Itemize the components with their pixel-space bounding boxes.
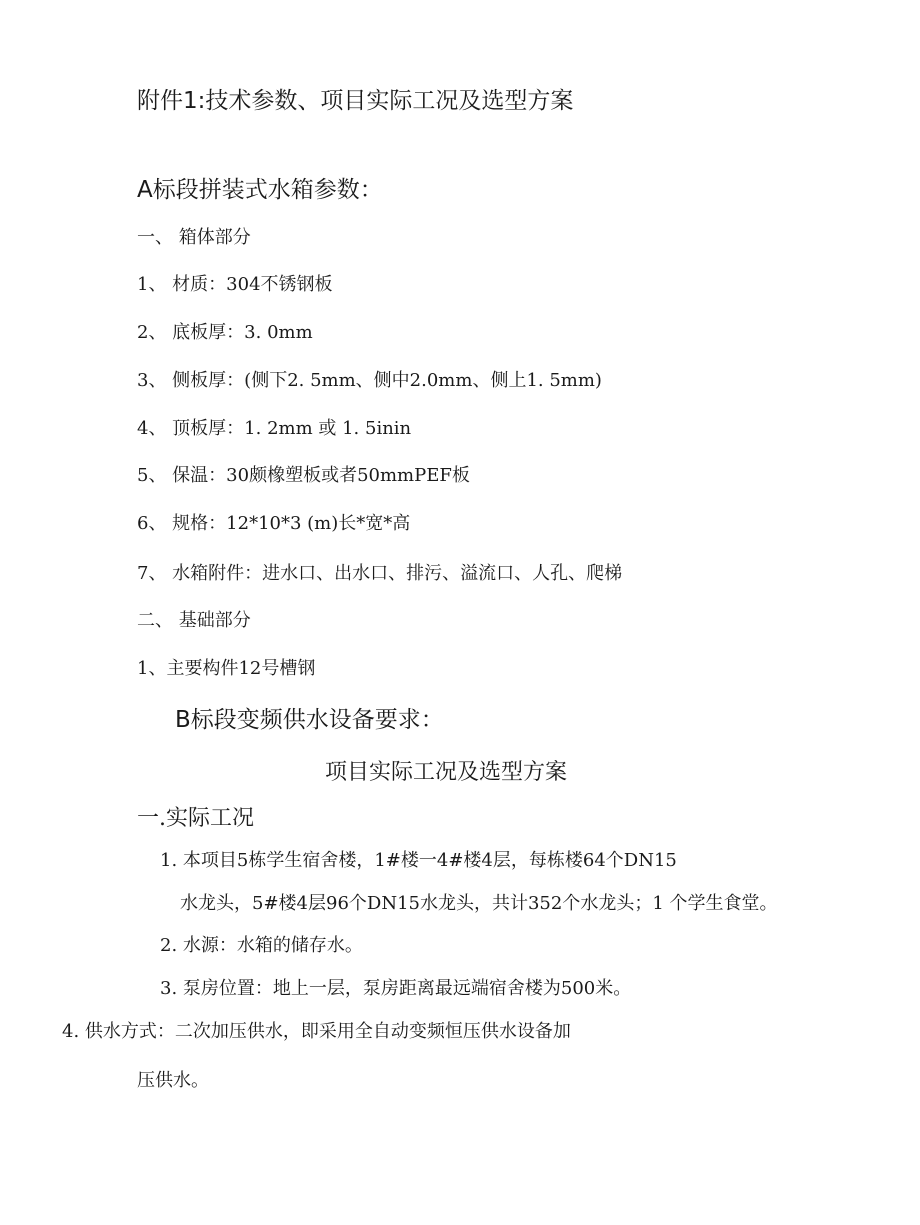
- list-item: 3、 侧板厚：(侧下2. 5mm、侧中2.0mm、侧上1. 5mm): [137, 370, 602, 391]
- list-item-continuation: 压供水。: [137, 1070, 209, 1091]
- list-item: 2. 水源：水箱的储存水。: [160, 935, 363, 956]
- list-item: 2、 底板厚：3. 0mm: [137, 322, 313, 343]
- section-a-part2-heading: 二、 基础部分: [137, 610, 251, 631]
- section-b-heading: B标段变频供水设备要求：: [175, 707, 444, 733]
- list-item: 6、 规格：12*10*3 (m)长*宽*高: [137, 513, 411, 534]
- document-title: 附件1:技术参数、项目实际工况及选型方案: [137, 88, 574, 114]
- section-a-part1-heading: 一、 箱体部分: [137, 227, 251, 248]
- list-item: 1. 本项目5栋学生宿舍楼，1#楼一4#楼4层，每栋楼64个DN15: [160, 850, 677, 871]
- list-item: 4、 顶板厚：1. 2mm 或 1. 5inin: [137, 418, 412, 439]
- list-item: 3. 泵房位置：地上一层，泵房距离最远端宿舍楼为500米。: [160, 978, 632, 999]
- list-item-continuation: 水龙头，5#楼4层96个DN15水龙头，共计352个水龙头；1 个学生食堂。: [180, 893, 778, 914]
- list-item: 4. 供水方式：二次加压供水，即采用全自动变频恒压供水设备加: [62, 1021, 571, 1042]
- section-b-section-title: 一.实际工况: [137, 806, 254, 831]
- list-item: 7、 水箱附件：进水口、出水口、排污、溢流口、人孔、爬梯: [137, 563, 623, 584]
- list-item: 5、 保温：30颇橡塑板或者50mmPEF板: [137, 465, 470, 486]
- list-item: 1、主要构件12号槽钢: [137, 658, 316, 679]
- section-b-subtitle: 项目实际工况及选型方案: [325, 760, 568, 785]
- list-item: 1、 材质：304不锈钢板: [137, 274, 333, 295]
- section-a-heading: A标段拼装式水箱参数：: [137, 177, 383, 203]
